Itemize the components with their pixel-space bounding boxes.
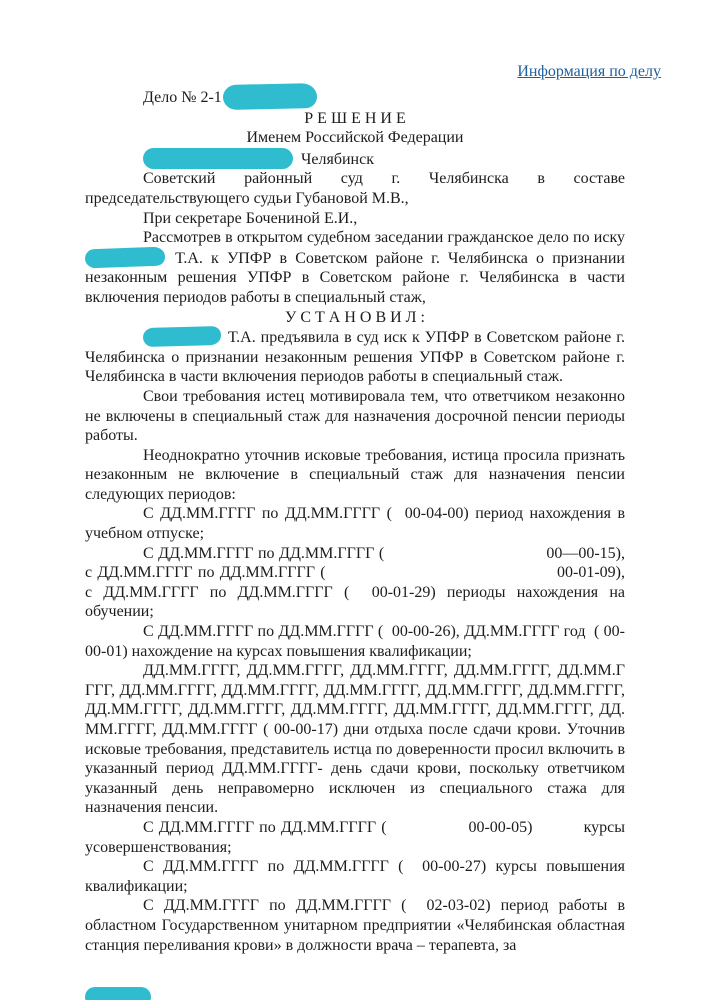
header-link-row — [0, 0, 707, 82]
paragraph-motivation: Свои требования истец мотивировала тем, что ответчиком незаконно не включены в специальный стаж для назначения досрочной пенсии периоды работы. — [85, 387, 625, 445]
paragraph-courses-qualification: С ДД.ММ.ГГГГ по ДД.ММ.ГГГГ ( 00-00-27) курсы повышения квалификации; — [85, 858, 629, 895]
paragraph-blood-donation — [85, 661, 625, 818]
paragraph-courses-improvement: С ДД.ММ.ГГГГ по ДД.ММ.ГГГГ ( 00-00-05) курсы усовершенствования; — [85, 818, 629, 856]
redaction-plaintiff-name-2 — [143, 326, 221, 347]
paragraph-period-study-leave: С ДД.ММ.ГГГГ по ДД.ММ.ГГГГ ( 00-04-00) период нахождения в учебном отпуске; — [85, 505, 629, 543]
paragraph-clarified-claims: Неоднократно уточнив исковые требования, истица просила признать незаконным не включение в специальный стаж для назначения пенсии следующих периодов: — [85, 446, 625, 503]
paragraph-case-considered — [85, 228, 625, 307]
considered-continuation — [85, 248, 625, 308]
redaction-bottom-left — [85, 987, 151, 1000]
city-text: Челябинск — [301, 150, 374, 168]
considered-first-line: Рассмотрев в открытом судебном заседании гражданское дело по иску — [143, 229, 625, 247]
paragraph-claim — [85, 327, 625, 387]
document-body — [0, 82, 707, 956]
blood-donation-dates: ДД.ММ.ГГГГ, ДД.ММ.ГГГГ, ДД.ММ.ГГГГ, ДД.ММ.ГГГГ, ДД.ММ.ГГГГ, ДД.ММ.ГГГГ, ДД.ММ.ГГГГ, ДД.ММ.ГГГГ, ДД.ММ.ГГГГ, ДД.ММ.ГГГГ, ДД.ММ.ГГГГ, ДД.ММ.ГГГГ, ДД.ММ.ГГГГ, ДД.ММ.ГГГГ, ДД.ММ.ГГГГ, ДД.ММ.ГГГГ, ДД.ММ.ГГГГ — [85, 662, 625, 738]
paragraph-court-composition: Советский районный суд г. Челябинска в составе председательствующего судьи Губановой М.В., — [85, 170, 625, 207]
date-city-line — [85, 148, 625, 170]
blood-donation-text: ( 00-00-17) дни отдыха после сдачи крови. Уточнив исковые требования, представитель истца по доверенности просил включить в указанный период ДД.ММ.ГГГГ- день сдачи крови, поскольку ответчиком указанный день неправомерно исключен из специального стажа для назначения пенсии. — [85, 721, 625, 817]
redaction-date-place — [143, 148, 293, 169]
paragraph-secretary: При секретаре Бочениной Е.И., — [143, 209, 358, 227]
decision-title: Р Е Ш Е Н И Е — [304, 109, 406, 127]
redaction-plaintiff-name — [85, 246, 166, 268]
considered-continuation-text: Т.А. к УПФР в Советском районе г. Челябинска о признании незаконным решения УПФР в Советском районе г. Челябинска в части включения периодов работы в специальный стаж, — [85, 249, 625, 306]
paragraph-period-qualification-courses: С ДД.ММ.ГГГГ по ДД.ММ.ГГГГ ( 00-00-26), ДД.ММ.ГГГГ год ( 00-00-01) нахождение на курсах повышения квалификации; — [85, 623, 625, 660]
redaction-case-number — [223, 83, 318, 110]
case-number-text: Дело № 2-1 — [143, 88, 222, 106]
claim-text: Т.А. предъявила в суд иск к УПФР в Советском районе г. Челябинска о признании незаконным решения УПФР в Советском районе г. Челябинска в части включения периодов работы в специальный стаж. — [85, 329, 625, 386]
case-number-line — [85, 84, 625, 109]
paragraph-work-period: С ДД.ММ.ГГГГ по ДД.ММ.ГГГГ ( 02-03-02) период работы в областном Государственном унитарном предприятии «Челябинская областная станция переливания крови» в должности врача – терапевта, за — [85, 897, 629, 954]
decision-subtitle: Именем Российской Федерации — [246, 129, 464, 147]
established-heading: У С Т А Н О В И Л : — [285, 308, 425, 326]
case-info-link[interactable]: Информация по делу — [517, 63, 661, 80]
paragraph-periods-training: С ДД.ММ.ГГГГ по ДД.ММ.ГГГГ ( 00—00-15), с ДД.ММ.ГГГГ по ДД.ММ.ГГГГ ( 00-01-09), с ДД.ММ.ГГГГ по ДД.ММ.ГГГГ ( 00-01-29) периоды нахождения на обучении; — [85, 544, 629, 621]
